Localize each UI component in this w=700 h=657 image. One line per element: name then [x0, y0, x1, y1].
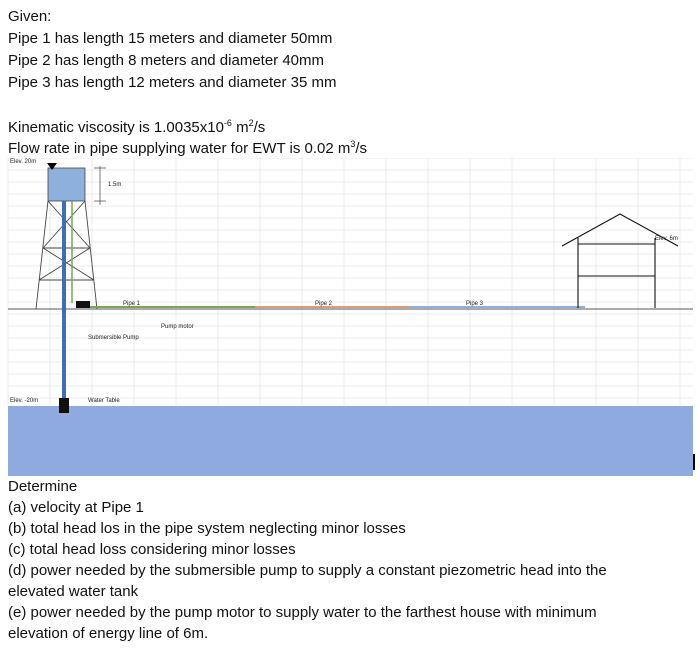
water-table-label: Water Table	[88, 398, 120, 404]
flow-rate: Flow rate in pipe supplying water for EWT is 0.02 $m^3/s$	[8, 139, 368, 157]
elev-bottom-label: Elev. -20m	[10, 398, 39, 404]
house	[562, 214, 678, 308]
submersible-pump-label: Submersible Pump	[88, 335, 139, 341]
elev-top-label: Elev. 20m	[10, 159, 37, 165]
fluid-properties	[8, 117, 367, 159]
given-section	[8, 6, 337, 94]
pump-motor-label: Pump motor	[161, 324, 194, 330]
question-e-continued: elevation of energy line of 6m.	[8, 625, 209, 642]
question-b: (b) total head los in the pipe system neglecting minor losses	[8, 520, 406, 537]
question-d-continued: elevated water tank	[8, 583, 139, 600]
determine-heading: Determine	[8, 478, 78, 495]
question-a: (a) velocity at Pipe 1	[8, 499, 144, 516]
given-heading: Given:	[8, 8, 52, 25]
question-d: (d) power needed by the submersible pump to supply a constant piezometric head into the	[8, 562, 607, 579]
background-grid	[8, 158, 693, 406]
groundwater-body	[8, 406, 693, 476]
pipe-1-spec: Pipe 1 has length 15 meters and diameter 50mm	[8, 30, 333, 47]
pipe-1-label: Pipe 1	[123, 301, 141, 307]
elevated-water-tank	[48, 168, 85, 201]
question-e: (e) power needed by the pump motor to supply water to the farthest house with minimum	[8, 604, 597, 621]
tank-height-label: 1.5m	[108, 182, 122, 188]
submersible-pump-block	[59, 398, 69, 413]
kinematic-viscosity: Kinematic viscosity is $1.0035x10^{-6}$ $m^2/s$	[8, 118, 266, 136]
well-riser-pipe	[62, 201, 66, 406]
question-c: (c) total head loss considering minor losses	[8, 541, 296, 558]
pump-motor-block	[76, 301, 90, 308]
pipe-3-spec: Pipe 3 has length 12 meters and diameter 35 mm	[8, 74, 337, 91]
pipe-2-spec: Pipe 2 has length 8 meters and diameter 40mm	[8, 52, 325, 69]
pipe-3-label: Pipe 3	[466, 301, 484, 307]
determine-section	[8, 476, 607, 644]
pipe-2-label: Pipe 2	[315, 301, 333, 307]
system-diagram	[0, 158, 700, 476]
elev-house-label: Elev. 6m	[655, 236, 678, 242]
tower-frame	[36, 201, 97, 309]
